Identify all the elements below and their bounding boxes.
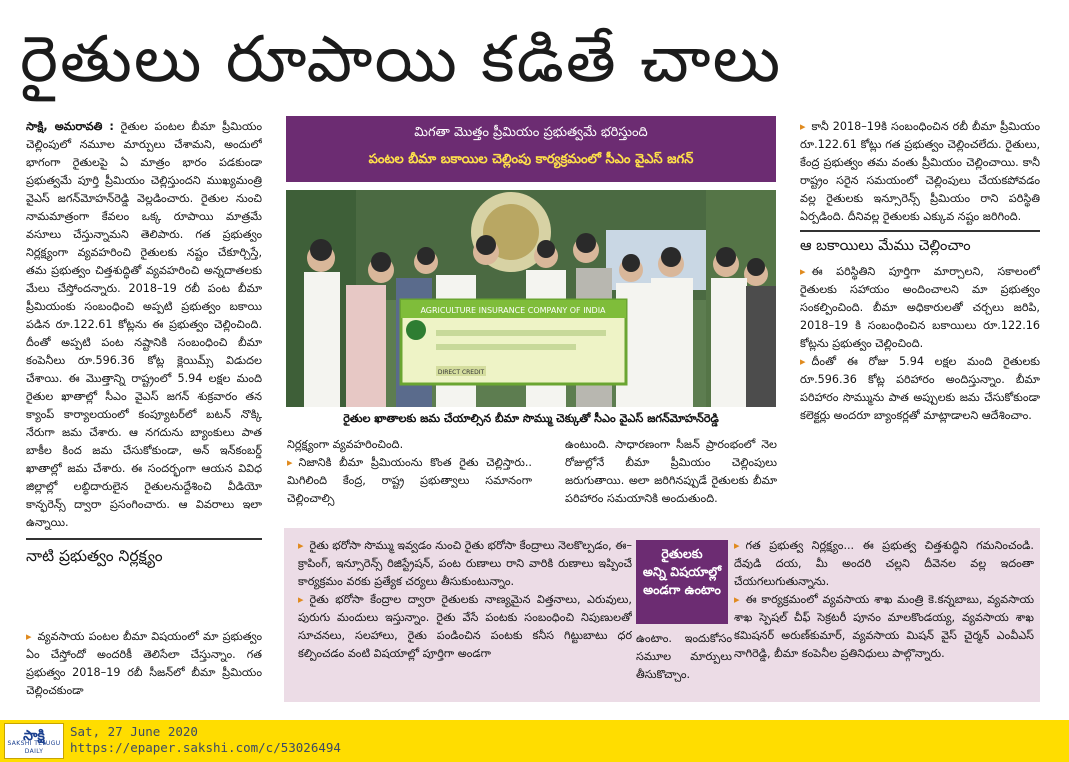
pull-quote-line-2: అన్ని విషయాల్లో: [642, 564, 722, 579]
cheque-board: [401, 300, 626, 384]
sakshi-logo[interactable]: [4, 723, 64, 759]
epaper-footer: [0, 720, 1069, 762]
photo-banner: [286, 116, 776, 182]
bullet-text: గత ప్రభుత్వ నిర్లక్ష్యం... ఈ ప్రభుత్వ చిత్తశుద్ధిని గమనించండి. దేవుడి దయ, మీ అందరి చల్లని దీవెనల వల్ల ఇదంతా చేయగలుగుతున్నాను.: [734, 539, 1034, 588]
bullet-text: ఈ కార్యక్రమంలో వ్యవసాయ శాఖ మంత్రి కె.కన్నబాబు, వ్యవసాయ శాఖ స్పెషల్ చీఫ్ సెక్రటరీ పూనం మాలకొండయ్య, వ్యవసాయ శాఖ కమిషనర్ అరుణ్‌కుమార్, వ్యవసాయ మిషన్ వైస్ చైర్మన్ ఎంవీఎస్ నాగిరెడ్డి, బీమా కంపెనీల ప్రతినిధులు పాల్గొన్నారు.: [734, 593, 1034, 660]
bullet-text: వ్యవసాయ పంటల బీమా విషయంలో మా ప్రభుత్వం ఏం చేస్తోందో అందరికీ తెలిసేలా చేస్తున్నాం. గత ప్రభుత్వం 2018–19 రబీ సీజన్‌లో బీమా ప్రీమియం చెల్లించకుండా: [26, 630, 262, 697]
news-photo: [286, 190, 776, 407]
bullet-text: రైతు భరోసా సొమ్ము ఇవ్వడం నుంచి రైతు భరోసా కేంద్రాలు నెలకొల్పడం, ఈ–క్రాపింగ్, ఇన్సూరెన్స్ రిజిస్ట్రేషన్, పంట రుణాలు రాని వారికి రుణాలు ఇప్పించే కార్యక్రమం వరకు ప్రత్యేక చర్యలు తీసుకుంటున్నాం.: [298, 539, 632, 588]
left-column-bullet: [26, 628, 262, 704]
middle-column-1: [287, 436, 532, 528]
bullet-text: దీంతో ఈ రోజు 5.94 లక్షల మంది రైతులకు రూ.596.36 కోట్ల పరిహారం అందిస్తున్నాం. బీమా పరిహారం సొమ్మును పాత అప్పులకు జమ చేసుకోకుండా కలెక్టర్లు అందరూ బ్యాంకర్లతో మాట్లాడాలని ఆదేశించాం.: [800, 355, 1040, 422]
highlight-box-right: [734, 537, 1034, 697]
highlight-box-middle: [636, 630, 732, 690]
bullet-point: [800, 118, 1040, 226]
publish-date: Sat, 27 June 2020: [70, 724, 198, 739]
logo-text: సాక్షి: [23, 728, 45, 744]
subhead-dues-paid: ఆ బకాయిలు మేము చెల్లించాం: [800, 230, 1040, 259]
headline: రైతులు రూపాయి కడితే చాలు: [20, 23, 783, 97]
logo-subtext: SAKSHI TELUGU DAILY: [7, 740, 61, 755]
pull-quote-line-1: రైతులకు: [661, 546, 703, 561]
bullet-point: [734, 591, 1034, 663]
continued-text: నిర్లక్ష్యంగా వ్యవహరించింది.: [287, 438, 404, 451]
subhead-past-government: నాటి ప్రభుత్వం నిర్లక్ష్యం: [26, 538, 262, 570]
continued-text: ఉంటాం. ఇందుకోసం సమూల మార్పులు తీసుకొచ్చాం.: [636, 632, 732, 681]
highlight-box-left: [298, 537, 632, 697]
bullet-point: [26, 628, 262, 700]
bullet-text: కానీ 2018–19కి సంబంధించిన రబీ బీమా ప్రీమియం రూ.122.61 కోట్లు గత ప్రభుత్వం చెల్లించలేదు. రైతులు, కేంద్ర ప్రభుత్వం తమ వంతు ప్రీమియం చెల్లించాయి. కానీ రాష్ట్రం సరైన సమయంలో చెల్లింపులు చేయకపోవడం వల్ల రైతులకు ఇన్సూరెన్స్ ప్రీమియం రాని పరిస్థితి ఏర్పడింది. దీనివల్ల రైతులకు ఎక్కువ నష్టం జరిగింది.: [800, 120, 1040, 223]
middle-column-2: [565, 436, 777, 528]
bullet-point: [800, 353, 1040, 425]
bullet-point: [298, 591, 632, 663]
footer-meta: [70, 724, 341, 756]
bullet-text: రైతు భరోసా కేంద్రాల ద్వారా రైతులకు నాణ్యమైన విత్తనాలు, ఎరువులు, పురుగు మందులు ఇస్తున్నాం. రైతు వేసే పంటకు సంబంధించి నిపుణులతో సూచనలు, సలహాలు, రైతు పండించిన పంటకు కనీస గిట్టుబాటు ధర కల్పించడం వంటి విషయాల్లో పూర్తిగా అండగా: [298, 593, 632, 660]
pull-quote-box: [636, 540, 728, 624]
left-column-body: [26, 118, 262, 532]
dateline: సాక్షి, అమరావతి :: [26, 120, 114, 133]
continued-text: ఉంటుంది. సాధారణంగా సీజన్ ప్రారంభంలో నెల రోజుల్లోనే బీమా ప్రీమియం చెల్లింపులు జరుగుతాయి. అలా జరిగినప్పుడే రైతులకు బీమా పరిహారం సమయానికి అందుతుంది.: [565, 438, 777, 505]
photo-illustration: [286, 190, 776, 407]
epaper-url[interactable]: https://epaper.sakshi.com/c/53026494: [70, 740, 341, 755]
photo-caption: రైతుల ఖాతాలకు జమ చేయాల్సిన బీమా సొమ్ము చెక్కుతో సీఎం వైఎస్ జగన్‌మోహన్‌రెడ్డి: [343, 412, 719, 425]
right-column: [800, 118, 1040, 518]
cheque-note: DIRECT CREDIT: [437, 369, 485, 376]
bullet-text: ఈ పరిస్థితిని పూర్తిగా మార్చాలని, సకాలంలో రైతులకు సహాయం అందించాలని మా ప్రభుత్వం సంకల్పించింది. బీమా అధికారులతో చర్చలు జరిపి, 2018–19 కి సంబంధించిన బకాయిలు రూ.122.16 కోట్లను ప్రభుత్వం చెల్లించింది.: [800, 265, 1040, 350]
banner-line-1: మిగతా మొత్తం ప్రీమియం ప్రభుత్వమే భరిస్తుంది: [414, 125, 648, 140]
cheque-company-name: AGRICULTURE INSURANCE COMPANY OF INDIA: [420, 306, 606, 315]
banner-line-2: పంటల బీమా బకాయిల చెల్లింపు కార్యక్రమంలో సీఎం వైఎస్ జగన్: [368, 152, 694, 167]
left-column: [26, 118, 262, 598]
bullet-point: [298, 537, 632, 591]
bullet-point: [800, 263, 1040, 353]
pull-quote-line-3: అండగా ఉంటాం: [643, 582, 721, 597]
bullet-text: నిజానికి బీమా ప్రీమియంను కొంత రైతు చెల్లిస్తారు.. మిగిలింది కేంద్ర, రాష్ట్ర ప్రభుత్వాలు సమానంగా చెల్లించాల్సి: [287, 456, 532, 505]
bullet-point: [287, 454, 532, 508]
bullet-point: [734, 537, 1034, 591]
intro-text: రైతుల పంటల బీమా ప్రీమియం చెల్లింపులో నమూల మార్పులు చేశామని, అందులో భాగంగా రైతులపై ఏ మాత్రం భారం పడకుండా ప్రభుత్వమే పూర్తి ప్రీమియం చెల్లిస్తుందని ముఖ్యమంత్రి వైఎస్ జగన్‌మోహన్‌రెడ్డి వెల్లడించారు. రైతుల నుంచి నామమాత్రంగా కేవలం ఒక్క రూపాయి మాత్రమే వసూలు చేస్తున్నామని తెలిపారు. గత ప్రభుత్వం నిర్లక్ష్యంగా వ్యవహరించి రైతులకు నష్టం చేకూర్చిస్తే, తమ ప్రభుత్వం చిత్తశుద్ధితో వ్యవహరించి అన్నదాతలకు మేలు చేస్తోందన్నారు. 2018–19 రబీ పంట బీమా ప్రీమియంకు సంబంధించి అప్పటి ప్రభుత్వం బకాయి పడిన రూ.122.61 కోట్లను ఈ ప్రభుత్వం చెల్లించింది. దీంతో అప్పటి పంట నష్టానికి సంబంధించి బీమా కంపెనీలు రూ.596.36 కోట్ల క్లెయిమ్స్ విడుదల చేశాయి. ఈ మొత్తాన్ని రాష్ట్రంలో 5.94 లక్షల మంది రైతుల ఖాతాల్లో సీఎం వైఎస్ జగన్ శుక్రవారం తన క్యాంప్ కార్యాలయంలో కంప్యూటర్‌లో బటన్ నొక్కి నేరుగా జమ చేశారు. ఆ నగదును బ్యాంకులు పాత బాకీల కింద జమ చేసుకోకుండా, అన్ ఇన్‌కంబర్డ్ ఖాతాల్లో జమ చేశారు. ఈ సందర్భంగా ఆయన వివిధ జిల్లాల్లో లబ్ధిదారులైన రైతులనుద్దేశించి వీడియో కాన్ఫరెన్స్ ద్వారా ప్రసంగించారు. ఆ వివరాలు ఇలా ఉన్నాయి.: [26, 120, 262, 529]
